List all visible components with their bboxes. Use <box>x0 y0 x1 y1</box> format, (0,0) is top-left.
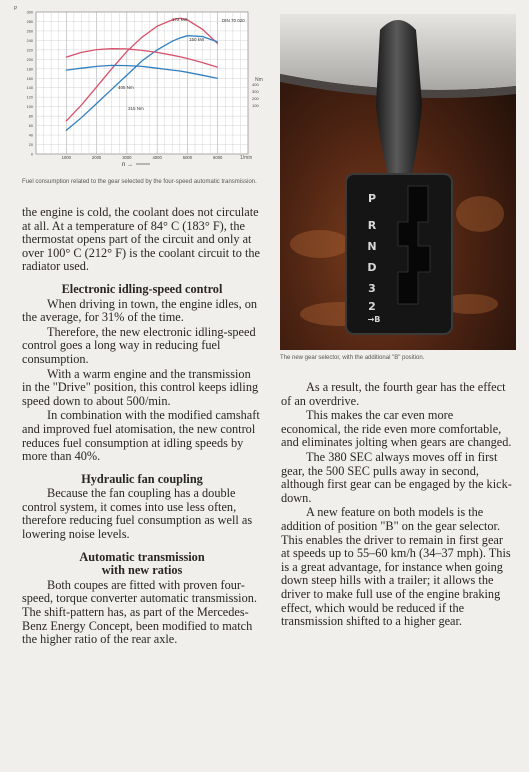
series-point <box>111 48 112 49</box>
left-tick-label: 240 <box>26 38 33 43</box>
paragraph: The 380 SEC always moves off in first gear, the 500 SEC pulls away in second, although first gear can be engaged by the kick-down. <box>281 449 512 505</box>
left-tick-label: 100 <box>26 105 33 110</box>
heading-line: Automatic transmission <box>79 549 205 564</box>
gate-label-r: R <box>367 219 377 232</box>
left-tick-label: 20 <box>28 143 33 148</box>
x-tick-label: 1000 <box>61 155 71 160</box>
right-tick-label: 100 <box>252 103 259 108</box>
series-point <box>157 52 158 53</box>
series-point <box>66 69 67 70</box>
series-point <box>187 72 188 73</box>
right-tick-label: 200 <box>252 96 259 101</box>
series-point <box>187 58 188 59</box>
paragraph: With a warm engine and the transmission in the "Drive" position, this control keeps idling speed down to about 500/min. <box>22 366 259 408</box>
gear-selector-photo <box>280 14 516 350</box>
x-tick-label: 6000 <box>213 155 223 160</box>
left-unit-label: P <box>14 6 18 12</box>
paragraph: This makes the car even more economical, the ride even more comfortable, and eliminates jolting when gears are changed. <box>281 408 512 450</box>
series-point <box>157 68 158 69</box>
paragraph: Therefore, the new electronic idling-speed control goes a long way in reducing fuel consumption. <box>22 324 256 366</box>
left-tick-label: 120 <box>26 95 33 100</box>
heading-line: with new ratios <box>101 563 183 578</box>
series-point <box>66 120 67 121</box>
gate-label-p: P <box>367 192 377 205</box>
left-tick-label: 180 <box>26 67 33 72</box>
right-axis <box>252 82 259 108</box>
x-axis <box>62 155 223 164</box>
heading-fan-coupling: Hydraulic fan coupling <box>81 471 203 486</box>
x-tick-label: 3000 <box>122 155 132 160</box>
series-point <box>157 49 158 50</box>
left-tick-label: 80 <box>28 114 33 119</box>
gear-lever-knob <box>376 20 422 174</box>
x-arrow-label: n → <box>122 162 134 168</box>
paragraph: As a result, the fourth gear has the effect of an overdrive. <box>281 380 506 408</box>
series-point <box>111 68 112 69</box>
left-tick-label: 160 <box>26 76 33 81</box>
left-tick-label: 200 <box>26 57 33 62</box>
annotation-172kw: 172 kW <box>172 17 188 22</box>
annotation-150kw: 150 kW <box>189 37 205 42</box>
series-point <box>187 35 188 36</box>
gate-label-2: 2 <box>368 300 376 313</box>
left-axis <box>27 11 33 157</box>
left-tick-label: 60 <box>28 124 33 129</box>
paragraph: A new feature on both models is the addition of position "B" on the gear selector. This enables the driver to remain in first gear at speeds up to 55–60 km/h (34–37 mph). This is a great advantage, for instance when going down steep hills with a trailer; it allows the driver to make full use of the engine braking effect, which would be reduced if the transmission shifted to a higher gear. <box>281 505 511 629</box>
paragraph: Because the fan coupling has a double control system, it comes into use less often, therefore reducing fuel consumption as well as lowering noise levels. <box>22 486 253 542</box>
left-tick-label: 140 <box>26 86 33 91</box>
paragraph: the engine is cold, the coolant does not circulate at all. At a temperature of 84° C (183° F), the thermostat opens part of the circuit and only at over 100° C (212° F) is the coolant circuit to the radiator used. <box>22 205 260 274</box>
right-text-column <box>281 381 513 630</box>
left-tick-label: 300 <box>26 10 33 15</box>
series-point <box>111 65 112 66</box>
chart-caption: Fuel consumption related to the gear selected by the four-speed automatic transmission. <box>22 179 257 185</box>
left-tick-label: 260 <box>26 29 33 34</box>
paragraph: In combination with the modified camshaft and improved fuel atomisation, the new control reduces fuel consumption at idling speeds by more than 40%. <box>22 408 260 464</box>
gear-gate-console <box>346 174 452 334</box>
series-point <box>66 56 67 57</box>
annotation-315nm: 315 Nm <box>128 106 144 111</box>
gate-label-d: D <box>367 261 377 274</box>
left-text-column <box>22 206 262 648</box>
heading-idling-speed: Electronic idling-speed control <box>61 281 223 296</box>
paragraph: When driving in town, the engine idles, on the average, for 31% of the time. <box>22 296 258 325</box>
gate-label-b: →B <box>367 315 381 324</box>
right-unit-label: Nm <box>255 77 263 83</box>
x-tick-label: 4000 <box>152 155 162 160</box>
series-point <box>66 130 67 131</box>
right-tick-label: 400 <box>252 82 259 87</box>
annotation-405nm: 405 Nm <box>118 85 134 90</box>
left-tick-label: 0 <box>30 152 33 157</box>
annotation-din: DIN 70 020 <box>222 18 245 23</box>
left-tick-label: 280 <box>26 19 33 24</box>
gear-selector-illustration <box>280 14 516 350</box>
series-point <box>111 89 112 90</box>
gate-label-3: 3 <box>368 282 376 295</box>
left-tick-label: 40 <box>28 133 33 138</box>
x-unit-label: 1/min <box>240 155 253 161</box>
x-tick-label: 2000 <box>91 155 102 160</box>
gate-label-n: N <box>367 240 377 253</box>
paragraph: Both coupes are fitted with proven four-speed, torque converter automatic transmission. The shift-pattern has, as part of the Mercedes-Benz Energy Concept, been modified to match the higher ratio of the rear axle. <box>22 577 257 647</box>
right-tick-label: 300 <box>252 89 259 94</box>
power-torque-chart <box>0 0 270 172</box>
x-tick-label: 5000 <box>182 155 193 160</box>
photo-caption: The new gear selector, with the additional "B" position. <box>280 355 425 361</box>
heading-automatic-transmission <box>22 551 262 578</box>
series-point <box>157 26 158 27</box>
left-tick-label: 220 <box>26 48 33 53</box>
